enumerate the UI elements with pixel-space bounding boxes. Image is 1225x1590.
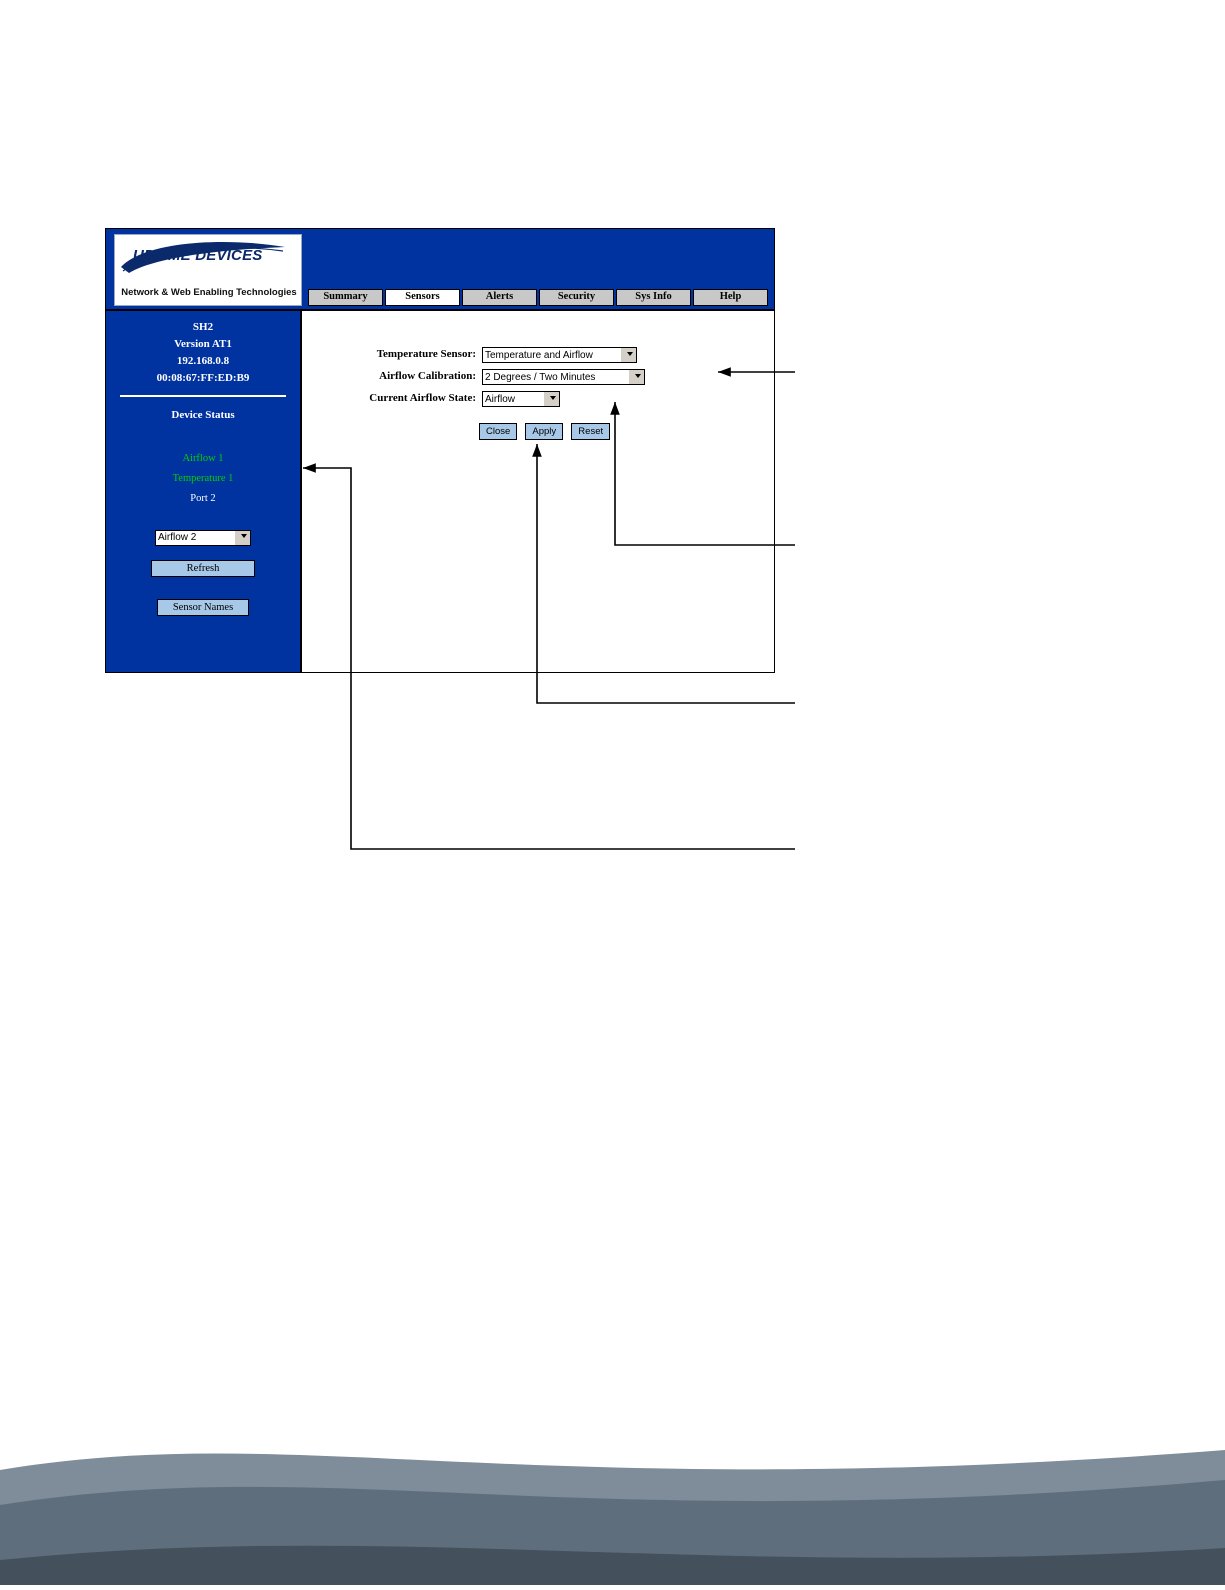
row-current-airflow-state bbox=[334, 388, 645, 408]
label-airflow-calibration: Airflow Calibration: bbox=[379, 370, 476, 382]
main-tabs bbox=[308, 289, 768, 306]
sensor-select-wrap bbox=[106, 527, 300, 546]
apply-button[interactable]: Apply bbox=[525, 423, 563, 440]
logo bbox=[114, 234, 302, 306]
sensor-status-list bbox=[106, 449, 300, 509]
sensor-status-port-2[interactable]: Port 2 bbox=[190, 493, 216, 504]
sensor-select[interactable] bbox=[155, 530, 251, 546]
device-info bbox=[106, 319, 300, 387]
tab-alerts[interactable]: Alerts bbox=[462, 289, 537, 306]
device-mac: 00:08:67:FF:ED:B9 bbox=[156, 372, 250, 384]
close-button[interactable]: Close bbox=[479, 423, 517, 440]
device-model: SH2 bbox=[192, 321, 214, 333]
device-version: Version AT1 bbox=[174, 338, 232, 350]
current-airflow-state-select[interactable] bbox=[482, 391, 560, 407]
device-ip: 192.168.0.8 bbox=[176, 355, 230, 367]
label-current-airflow-state: Current Airflow State: bbox=[369, 392, 476, 404]
refresh-button[interactable]: Refresh bbox=[151, 560, 255, 577]
temperature-sensor-select[interactable] bbox=[482, 347, 637, 363]
label-temperature-sensor: Temperature Sensor: bbox=[376, 348, 476, 360]
app-body bbox=[106, 309, 774, 672]
row-temperature-sensor bbox=[334, 344, 645, 364]
logo-brand-text: UPTIME DEVICES bbox=[133, 247, 263, 264]
sensor-status-airflow-1[interactable]: Airflow 1 bbox=[182, 453, 224, 464]
content-pane bbox=[304, 311, 774, 672]
sensor-status-temperature-1[interactable]: Temperature 1 bbox=[172, 473, 234, 484]
sidebar-divider bbox=[120, 395, 286, 397]
tab-security[interactable]: Security bbox=[539, 289, 614, 306]
app-banner bbox=[106, 229, 774, 309]
tab-sys-info[interactable]: Sys Info bbox=[616, 289, 691, 306]
sensor-names-button[interactable]: Sensor Names bbox=[157, 599, 249, 616]
sidebar bbox=[106, 311, 302, 672]
reset-button[interactable]: Reset bbox=[571, 423, 610, 440]
tab-help[interactable]: Help bbox=[693, 289, 768, 306]
sensor-settings-form bbox=[334, 344, 645, 410]
tab-sensors[interactable]: Sensors bbox=[385, 289, 460, 306]
tab-summary[interactable]: Summary bbox=[308, 289, 383, 306]
page-bottom-decoration bbox=[0, 1410, 1225, 1585]
form-button-row bbox=[479, 423, 610, 440]
airflow-calibration-select[interactable] bbox=[482, 369, 645, 385]
device-web-ui-window bbox=[105, 228, 775, 673]
logo-tagline: Network & Web Enabling Technologies bbox=[121, 287, 297, 298]
device-status-heading: Device Status bbox=[171, 409, 235, 421]
row-airflow-calibration bbox=[334, 366, 645, 386]
